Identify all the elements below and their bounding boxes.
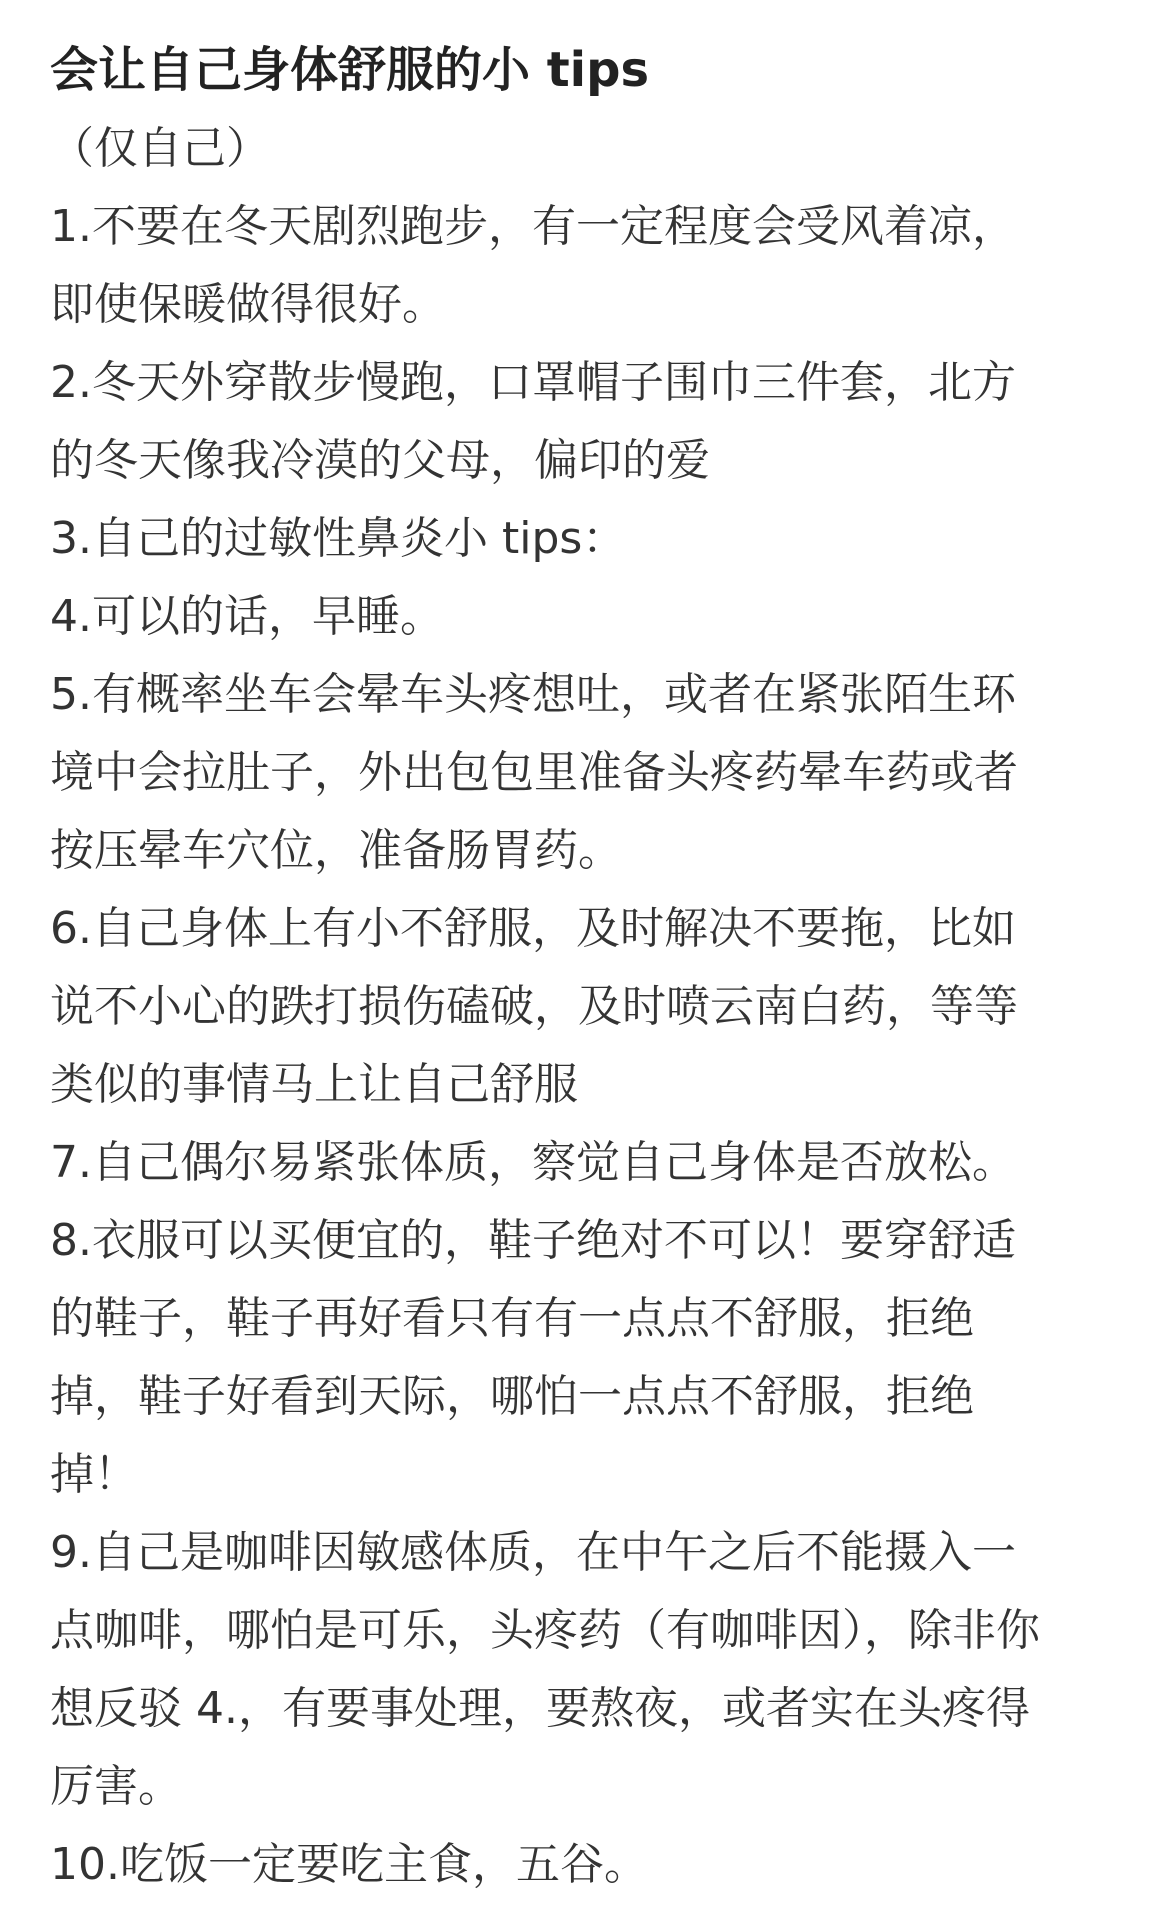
tip-item	[50, 500, 1140, 578]
tip-item	[50, 1826, 1140, 1904]
tip-line: 按压晕车穴位，准备肠胃药。	[50, 825, 622, 876]
tip-line: 想反驳 4.，有要事处理，要熬夜，或者实在头疼得	[50, 1683, 1030, 1734]
tip-line: 8.衣服可以买便宜的，鞋子绝对不可以！要穿舒适	[50, 1215, 1016, 1266]
page-title: 会让自己身体舒服的小 tips	[50, 42, 650, 98]
tip-line: 的鞋子，鞋子再好看只有有一点点不舒服，拒绝	[50, 1293, 974, 1344]
tip-line: 即使保暖做得很好。	[50, 279, 446, 330]
tip-item	[50, 188, 1140, 344]
page-subtitle: （仅自己）	[50, 123, 270, 174]
tip-line: 9.自己是咖啡因敏感体质，在中午之后不能摄入一	[50, 1527, 1016, 1578]
tip-line: 掉，鞋子好看到天际，哪怕一点点不舒服，拒绝	[50, 1371, 974, 1422]
note-page	[50, 30, 1140, 1904]
tip-line: 1.不要在冬天剧烈跑步，有一定程度会受风着凉，	[50, 201, 1016, 252]
tip-item	[50, 1202, 1140, 1514]
tip-line: 的冬天像我冷漠的父母，偏印的爱	[50, 435, 710, 486]
tip-line: 掉！	[50, 1449, 138, 1500]
tip-line: 厉害。	[50, 1761, 182, 1812]
tip-item	[50, 1514, 1140, 1826]
tip-item	[50, 578, 1140, 656]
tips-list	[50, 188, 1140, 1904]
tip-line: 类似的事情马上让自己舒服	[50, 1059, 578, 1110]
tip-line: 说不小心的跌打损伤磕破，及时喷云南白药，等等	[50, 981, 1018, 1032]
tip-item	[50, 890, 1140, 1124]
tip-item	[50, 656, 1140, 890]
tip-line: 2.冬天外穿散步慢跑，口罩帽子围巾三件套，北方	[50, 357, 1016, 408]
tip-line: 5.有概率坐车会晕车头疼想吐，或者在紧张陌生环	[50, 669, 1016, 720]
tip-line: 4.可以的话，早睡。	[50, 591, 444, 642]
tip-line: 点咖啡，哪怕是可乐，头疼药（有咖啡因），除非你	[50, 1605, 1040, 1656]
tip-item	[50, 344, 1140, 500]
tip-line: 7.自己偶尔易紧张体质，察觉自己身体是否放松。	[50, 1137, 1016, 1188]
tip-item	[50, 1124, 1140, 1202]
tip-line: 3.自己的过敏性鼻炎小 tips：	[50, 513, 627, 564]
tip-line: 10.吃饭一定要吃主食，五谷。	[50, 1839, 648, 1890]
tip-line: 6.自己身体上有小不舒服，及时解决不要拖，比如	[50, 903, 1016, 954]
tip-line: 境中会拉肚子，外出包包里准备头疼药晕车药或者	[50, 747, 1018, 798]
